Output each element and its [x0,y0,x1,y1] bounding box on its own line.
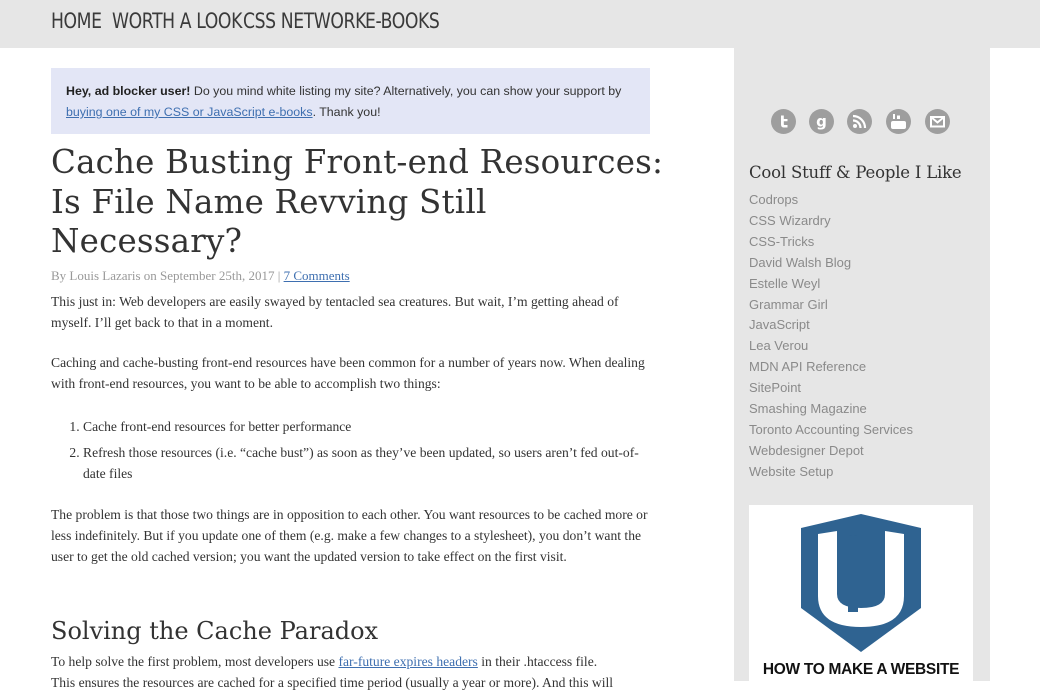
section-heading: Solving the Cache Paradox [51,617,379,645]
svg-text:g: g [816,112,827,131]
list-item [749,253,913,274]
list-item: 1. Cache front-end resources for better performance [83,416,651,437]
list-item [749,295,913,316]
list-item [749,315,913,336]
nav-home-link[interactable]: HOME [51,9,102,33]
article-paragraph-1: This just in: Web developers are easily swayed by tentacled sea creatures. But wait, I’m getting ahead of myself. I’ll get back to that in a moment. [51,294,619,330]
nav-ebooks-link[interactable]: E-BOOKS [365,9,440,33]
nav-css-network-link[interactable]: CSS NETWORK [243,9,366,33]
list-item [749,274,913,295]
sidebar-link-codrops[interactable]: Codrops [749,192,799,207]
sidebar-link-smashing-magazine[interactable]: Smashing Magazine [749,401,867,417]
shield-logo-icon [796,512,926,654]
sidebar-link-toronto-accounting[interactable]: Toronto Accounting Services [749,421,914,437]
ad-blocker-notice [51,68,650,134]
article-meta [51,268,350,284]
paragraph-text: This ensures the resources are cached for a specified time period (usually a year or more). And this will [51,675,614,690]
youtube-icon[interactable] [886,109,911,134]
top-navigation [0,0,1040,48]
article-paragraph-4 [51,651,651,693]
sidebar-link-estelle-weyl[interactable]: Estelle Weyl [749,275,821,291]
list-item [749,232,913,253]
sidebar-link-css-wizardry[interactable]: CSS Wizardry [749,212,831,228]
list-item [749,441,913,462]
list-item: 2. Refresh those resources (i.e. “cache bust”) as soon as they’ve been updated, so users aren’t fed out-of-date files [83,442,651,484]
list-item [749,399,913,420]
ad-caption: HOW TO MAKE A WEBSITE [762,661,960,678]
list-item [749,190,913,211]
sidebar-link-mdn-api-reference[interactable]: MDN API Reference [749,359,867,375]
google-plus-icon[interactable] [809,109,834,134]
nav-worth-a-look-link[interactable]: WORTH A LOOK [112,9,242,33]
website-guide-ad[interactable] [749,505,973,681]
email-icon[interactable] [925,109,950,134]
sidebar-link-sitepoint[interactable]: SitePoint [749,380,802,396]
article-paragraph-3: The problem is that those two things are in opposition to each other. You want resources to be cached more or less indefinitely. But if you update one of them (e.g. make a few changes to a stylesheet), you don’t want the user to get the old cached version; you want the updated version to take effect on the first visit. [51,507,648,564]
twitter-icon[interactable] [771,109,796,134]
sidebar-link-css-tricks[interactable]: CSS-Tricks [749,233,815,249]
sidebar-link-lea-verou[interactable]: Lea Verou [749,338,809,354]
sidebar-link-webdesigner-depot[interactable]: Webdesigner Depot [749,442,864,458]
list-item [749,462,913,483]
article-list [51,416,651,489]
list-item [749,420,913,441]
sidebar-link-javascript[interactable]: JavaScript [749,317,810,333]
article-paragraph-2: Caching and cache-busting front-end resources have been common for a number of years now. When dealing with front-end resources, you want to be able to accomplish two things: [51,355,645,391]
list-item [749,211,913,232]
notice-heading: Hey, ad blocker user! [66,84,191,98]
notice-text: Do you mind white listing my site? Alternatively, you can show your support by [190,84,622,98]
list-item [749,378,913,399]
rss-icon[interactable] [847,109,872,134]
far-future-expires-link[interactable]: far-future expires headers [338,654,478,669]
sidebar-link-grammar-girl[interactable]: Grammar Girl [749,296,828,312]
list-item [749,357,913,378]
sidebar-link-list [749,190,913,483]
list-item [749,336,913,357]
paragraph-text: in their .htaccess file. [477,654,598,669]
comments-link[interactable]: 7 Comments [283,268,350,283]
sidebar-link-david-walsh-blog[interactable]: David Walsh Blog [749,254,852,270]
byline: By Louis Lazaris on September 25th, 2017 | [51,268,284,283]
article-title: Cache Busting Front-end Resources: Is File Name Revving Still Necessary? [51,143,664,260]
paragraph-text: To help solve the first problem, most developers use [51,654,339,669]
sidebar-link-website-setup[interactable]: Website Setup [749,463,834,479]
sidebar-heading: Cool Stuff & People I Like [749,163,962,182]
ebooks-link[interactable]: buying one of my CSS or JavaScript e-books [66,105,313,119]
notice-text-end: . Thank you! [312,105,381,119]
